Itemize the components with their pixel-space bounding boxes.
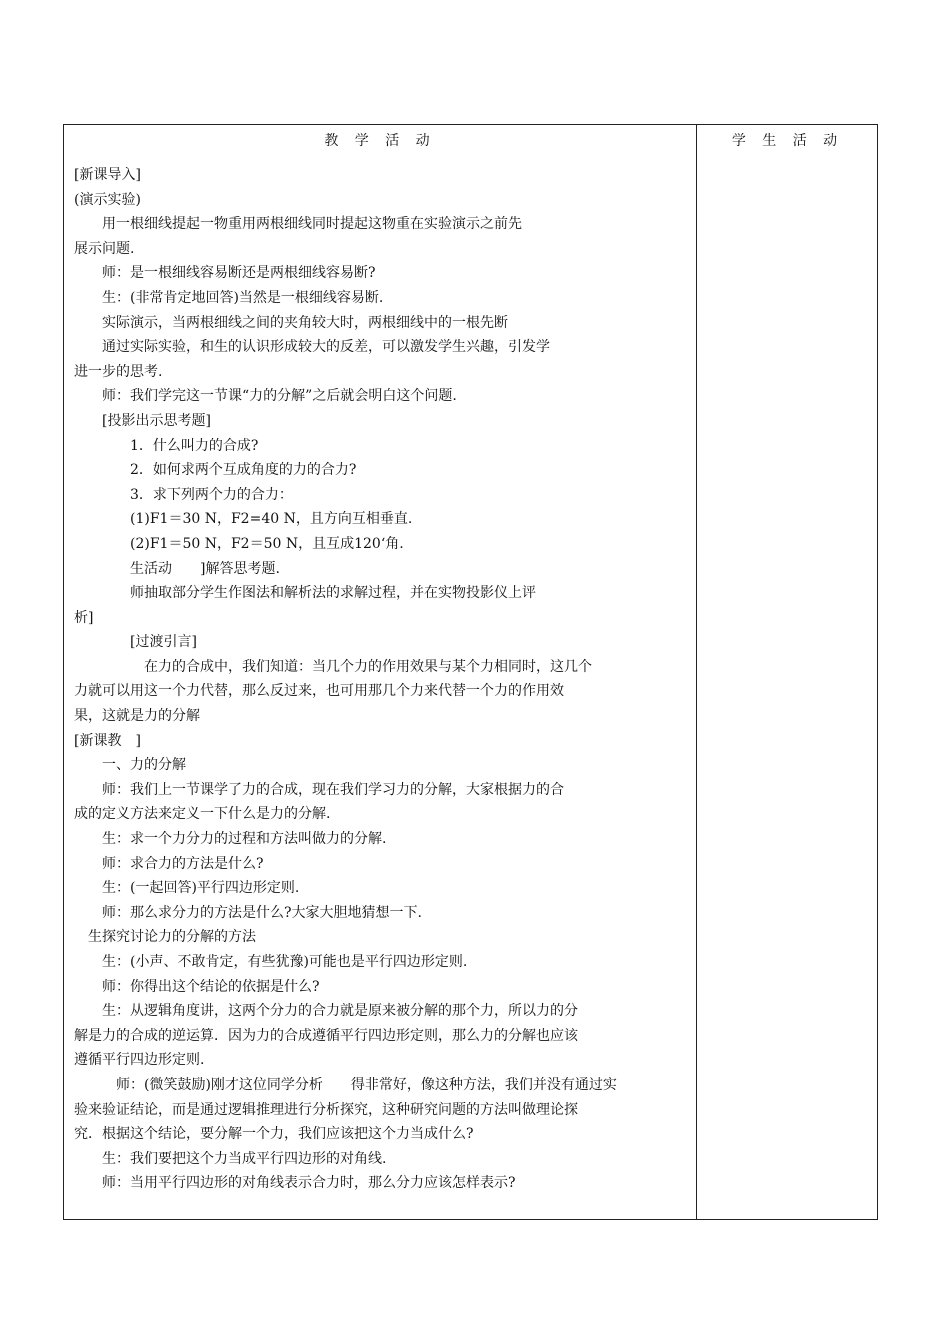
- text-line: 生活动 ]解答思考题.: [130, 560, 280, 577]
- text-line: 析]: [74, 609, 94, 626]
- text-line: 生：(非常肯定地回答)当然是一根细线容易断.: [102, 289, 384, 306]
- text-line: 用一根细线提起一物重用两根细线同时提起这物重在实验演示之前先: [102, 216, 522, 233]
- text-line: 生：(一起回答)平行四边形定则.: [102, 880, 300, 897]
- text-line: 师：我们学完这一节课“力的分解”之后就会明白这个问题.: [102, 388, 457, 405]
- text-line: (1)F1＝30 N，F2=40 N，且方向互相垂直.: [130, 511, 413, 528]
- text-line: [新课教 ]: [74, 732, 141, 749]
- text-line: 在力的合成中，我们知道：当几个力的作用效果与某个力相同时，这几个: [144, 658, 592, 675]
- text-line: 进一步的思考.: [74, 363, 163, 380]
- text-line: [投影出示思考题]: [102, 412, 211, 429]
- column-divider: [696, 125, 697, 1219]
- text-line: 1．什么叫力的合成?: [130, 437, 259, 454]
- text-line: 生探究讨论力的分解的方法: [88, 929, 256, 946]
- lesson-plan-table: [63, 124, 878, 1220]
- text-line: 师抽取部分学生作图法和解析法的求解过程，并在实物投影仪上评: [130, 585, 536, 602]
- text-line: 究．根据这个结论，要分解一个力，我们应该把这个力当成什么?: [74, 1126, 474, 1143]
- text-line: 力就可以用这一个力代替，那么反过来，也可用那几个力来代替一个力的作用效: [74, 683, 564, 700]
- text-line: 生：从逻辑角度讲，这两个分力的合力就是原来被分解的那个力，所以力的分: [102, 1003, 578, 1020]
- text-line: 2．如何求两个互成角度的力的合力?: [130, 462, 357, 479]
- text-line: 展示问题.: [74, 240, 135, 257]
- student-activity-header: 学 生 活 动: [731, 133, 844, 149]
- text-line: 师：我们上一节课学了力的合成，现在我们学习力的分解，大家根据力的合: [102, 781, 564, 798]
- teaching-activity-content: [74, 163, 690, 1196]
- text-line: 师：你得出这个结论的依据是什么?: [102, 978, 320, 995]
- text-line: 一、力的分解: [102, 757, 186, 774]
- text-line: 实际演示，当两根细线之间的夹角较大时，两根细线中的一根先断: [102, 314, 508, 331]
- text-line: 师：(微笑鼓励)刚才这位同学分析 得非常好，像这种方法，我们并没有通过实: [116, 1076, 617, 1093]
- text-line: (演示实验): [74, 191, 141, 208]
- text-line: 生：我们要把这个力当成平行四边形的对角线.: [102, 1150, 387, 1167]
- teaching-activity-header: 教 学 活 动: [324, 133, 436, 149]
- text-line: 3．求下列两个力的合力：: [130, 486, 293, 503]
- text-line: 遵循平行四边形定则.: [74, 1052, 205, 1069]
- text-line: 成的定义方法来定义一下什么是力的分解.: [74, 806, 331, 823]
- text-line: 验来验证结论，而是通过逻辑推理进行分析探究，这种研究问题的方法叫做理论探: [74, 1101, 578, 1118]
- text-line: 解是力的合成的逆运算．因为力的合成遵循平行四边形定则，那么力的分解也应该: [74, 1027, 578, 1044]
- text-line: 生：求一个力分力的过程和方法叫做力的分解.: [102, 831, 387, 848]
- text-line: 通过实际实验，和生的认识形成较大的反差，可以激发学生兴趣，引发学: [102, 339, 550, 356]
- text-line: (2)F1＝50 N，F2＝50 N，且互成120‘角.: [130, 535, 404, 552]
- text-line: 师：当用平行四边形的对角线表示合力时，那么分力应该怎样表示?: [102, 1175, 516, 1192]
- text-line: 果，这就是力的分解: [74, 708, 200, 725]
- text-line: 师：那么求分力的方法是什么?大家大胆地猜想一下.: [102, 904, 422, 921]
- text-line: 师：是一根细线容易断还是两根细线容易断?: [102, 265, 376, 282]
- text-line: 生：(小声、不敢肯定，有些犹豫)可能也是平行四边形定则.: [102, 954, 468, 970]
- text-line: [过渡引言]: [130, 634, 197, 651]
- text-line: [新课导入]: [74, 167, 141, 183]
- text-line: 师：求合力的方法是什么?: [102, 855, 264, 872]
